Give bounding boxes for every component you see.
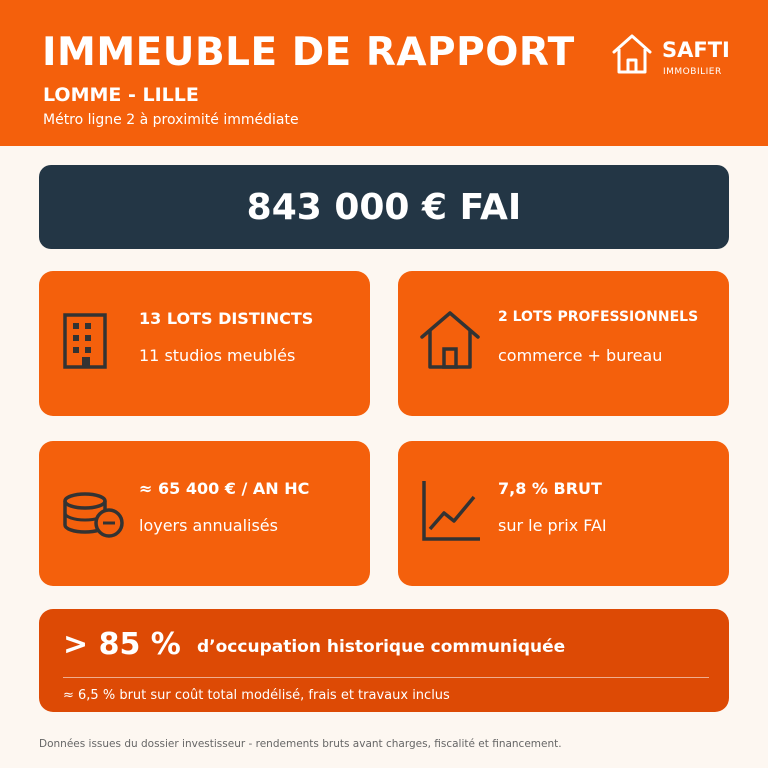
divider: [63, 677, 709, 678]
line-chart-icon: [418, 477, 486, 549]
occupancy-banner: [39, 609, 729, 712]
occupancy-rate: > 85 %: [63, 627, 181, 662]
card-heading: 13 LOTS DISTINCTS: [139, 309, 314, 328]
price-banner: [39, 165, 729, 249]
card-rent: [39, 441, 370, 586]
price-text: 843 000 € FAI: [246, 186, 522, 228]
occupancy-note: ≈ 6,5 % brut sur coût total modélisé, frais et travaux inclus: [63, 688, 450, 703]
card-heading: 2 LOTS PROFESSIONNELS: [498, 309, 699, 325]
logo-subtext: IMMOBILIER: [663, 67, 722, 77]
card-heading: 7,8 % BRUT: [498, 479, 602, 498]
card-heading: ≈ 65 400 € / AN HC: [139, 479, 310, 498]
logo-name: SAFTI: [662, 38, 730, 62]
card-professional: [398, 271, 729, 416]
house-icon: [418, 307, 486, 379]
card-subtext: commerce + bureau: [498, 346, 663, 365]
safti-logo: [610, 32, 740, 82]
tagline: Métro ligne 2 à proximité immédiate: [43, 112, 299, 128]
card-yield: [398, 441, 729, 586]
page-title: IMMEUBLE DE RAPPORT: [42, 30, 575, 75]
house-outline-icon: [610, 32, 654, 76]
card-subtext: 11 studios meublés: [139, 346, 296, 365]
header-banner: [0, 0, 768, 146]
footer-disclaimer: Données issues du dossier investisseur - rendements bruts avant charges, fiscalité et financement.: [39, 738, 562, 750]
building-icon: [59, 307, 127, 379]
location-subtitle: LOMME - LILLE: [43, 84, 199, 106]
occupancy-label: d’occupation historique communiquée: [197, 637, 566, 657]
card-subtext: loyers annualisés: [139, 516, 278, 535]
card-subtext: sur le prix FAI: [498, 516, 607, 535]
coins-icon: [59, 477, 127, 549]
card-lots: [39, 271, 370, 416]
